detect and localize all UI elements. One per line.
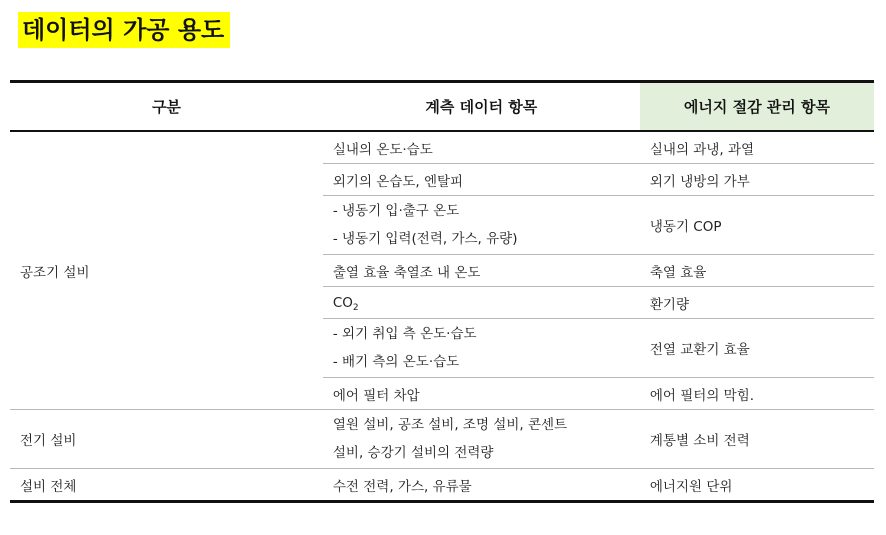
data-cell <box>323 287 640 319</box>
data-cell <box>323 196 640 255</box>
data-cell: 수전 전력, 가스, 유류물 <box>323 469 640 502</box>
energy-cell: 에너지원 단위 <box>640 469 874 502</box>
energy-cell: 축열 효율 <box>640 255 874 287</box>
energy-cell: 에어 필터의 막힘. <box>640 378 874 410</box>
category-cell: 설비 전체 <box>10 469 323 502</box>
co2-subscript: 2 <box>352 302 359 313</box>
data-line: 열원 설비, 공조 설비, 조명 설비, 콘센트 <box>332 417 568 433</box>
data-cell: 에어 필터 차압 <box>323 378 640 410</box>
data-usage-table <box>10 80 874 503</box>
energy-cell: 실내의 과냉, 과열 <box>649 141 755 158</box>
page-title: 데이터의 가공 용도 <box>18 12 230 48</box>
data-cell: 실내의 온도·습도 <box>332 141 433 158</box>
data-cell: 출열 효율 축열조 내 온도 <box>323 255 640 287</box>
energy-cell: 계통별 소비 전력 <box>640 410 874 469</box>
data-line: - 냉동기 입·출구 온도 <box>332 203 460 219</box>
header-energy-item: 에너지 절감 관리 항목 <box>640 82 874 132</box>
table-row <box>10 410 874 469</box>
table-row <box>10 469 874 502</box>
table-row <box>10 131 874 164</box>
data-cell: 외기의 온습도, 엔탈피 <box>323 164 640 196</box>
category-cell: 전기 설비 <box>10 410 323 469</box>
header-category: 구분 <box>10 82 323 132</box>
category-cell: 공조기 설비 <box>20 264 90 281</box>
data-cell <box>323 410 640 469</box>
data-line: - 배기 측의 온도·습도 <box>332 354 460 370</box>
data-cell <box>323 319 640 378</box>
energy-cell: 냉동기 COP <box>640 196 874 255</box>
data-line: - 냉동기 입력(전력, 가스, 유량) <box>332 231 518 247</box>
table-header-row <box>10 82 874 132</box>
data-line: - 외기 취입 측 온도·습도 <box>332 326 477 342</box>
energy-cell: 환기량 <box>640 287 874 319</box>
co2-label: CO <box>332 294 353 311</box>
data-line: 설비, 승강기 설비의 전력량 <box>332 445 494 461</box>
energy-cell: 전열 교환기 효율 <box>640 319 874 378</box>
header-measured-data: 계측 데이터 항목 <box>323 82 640 132</box>
energy-cell: 외기 냉방의 가부 <box>640 164 874 196</box>
